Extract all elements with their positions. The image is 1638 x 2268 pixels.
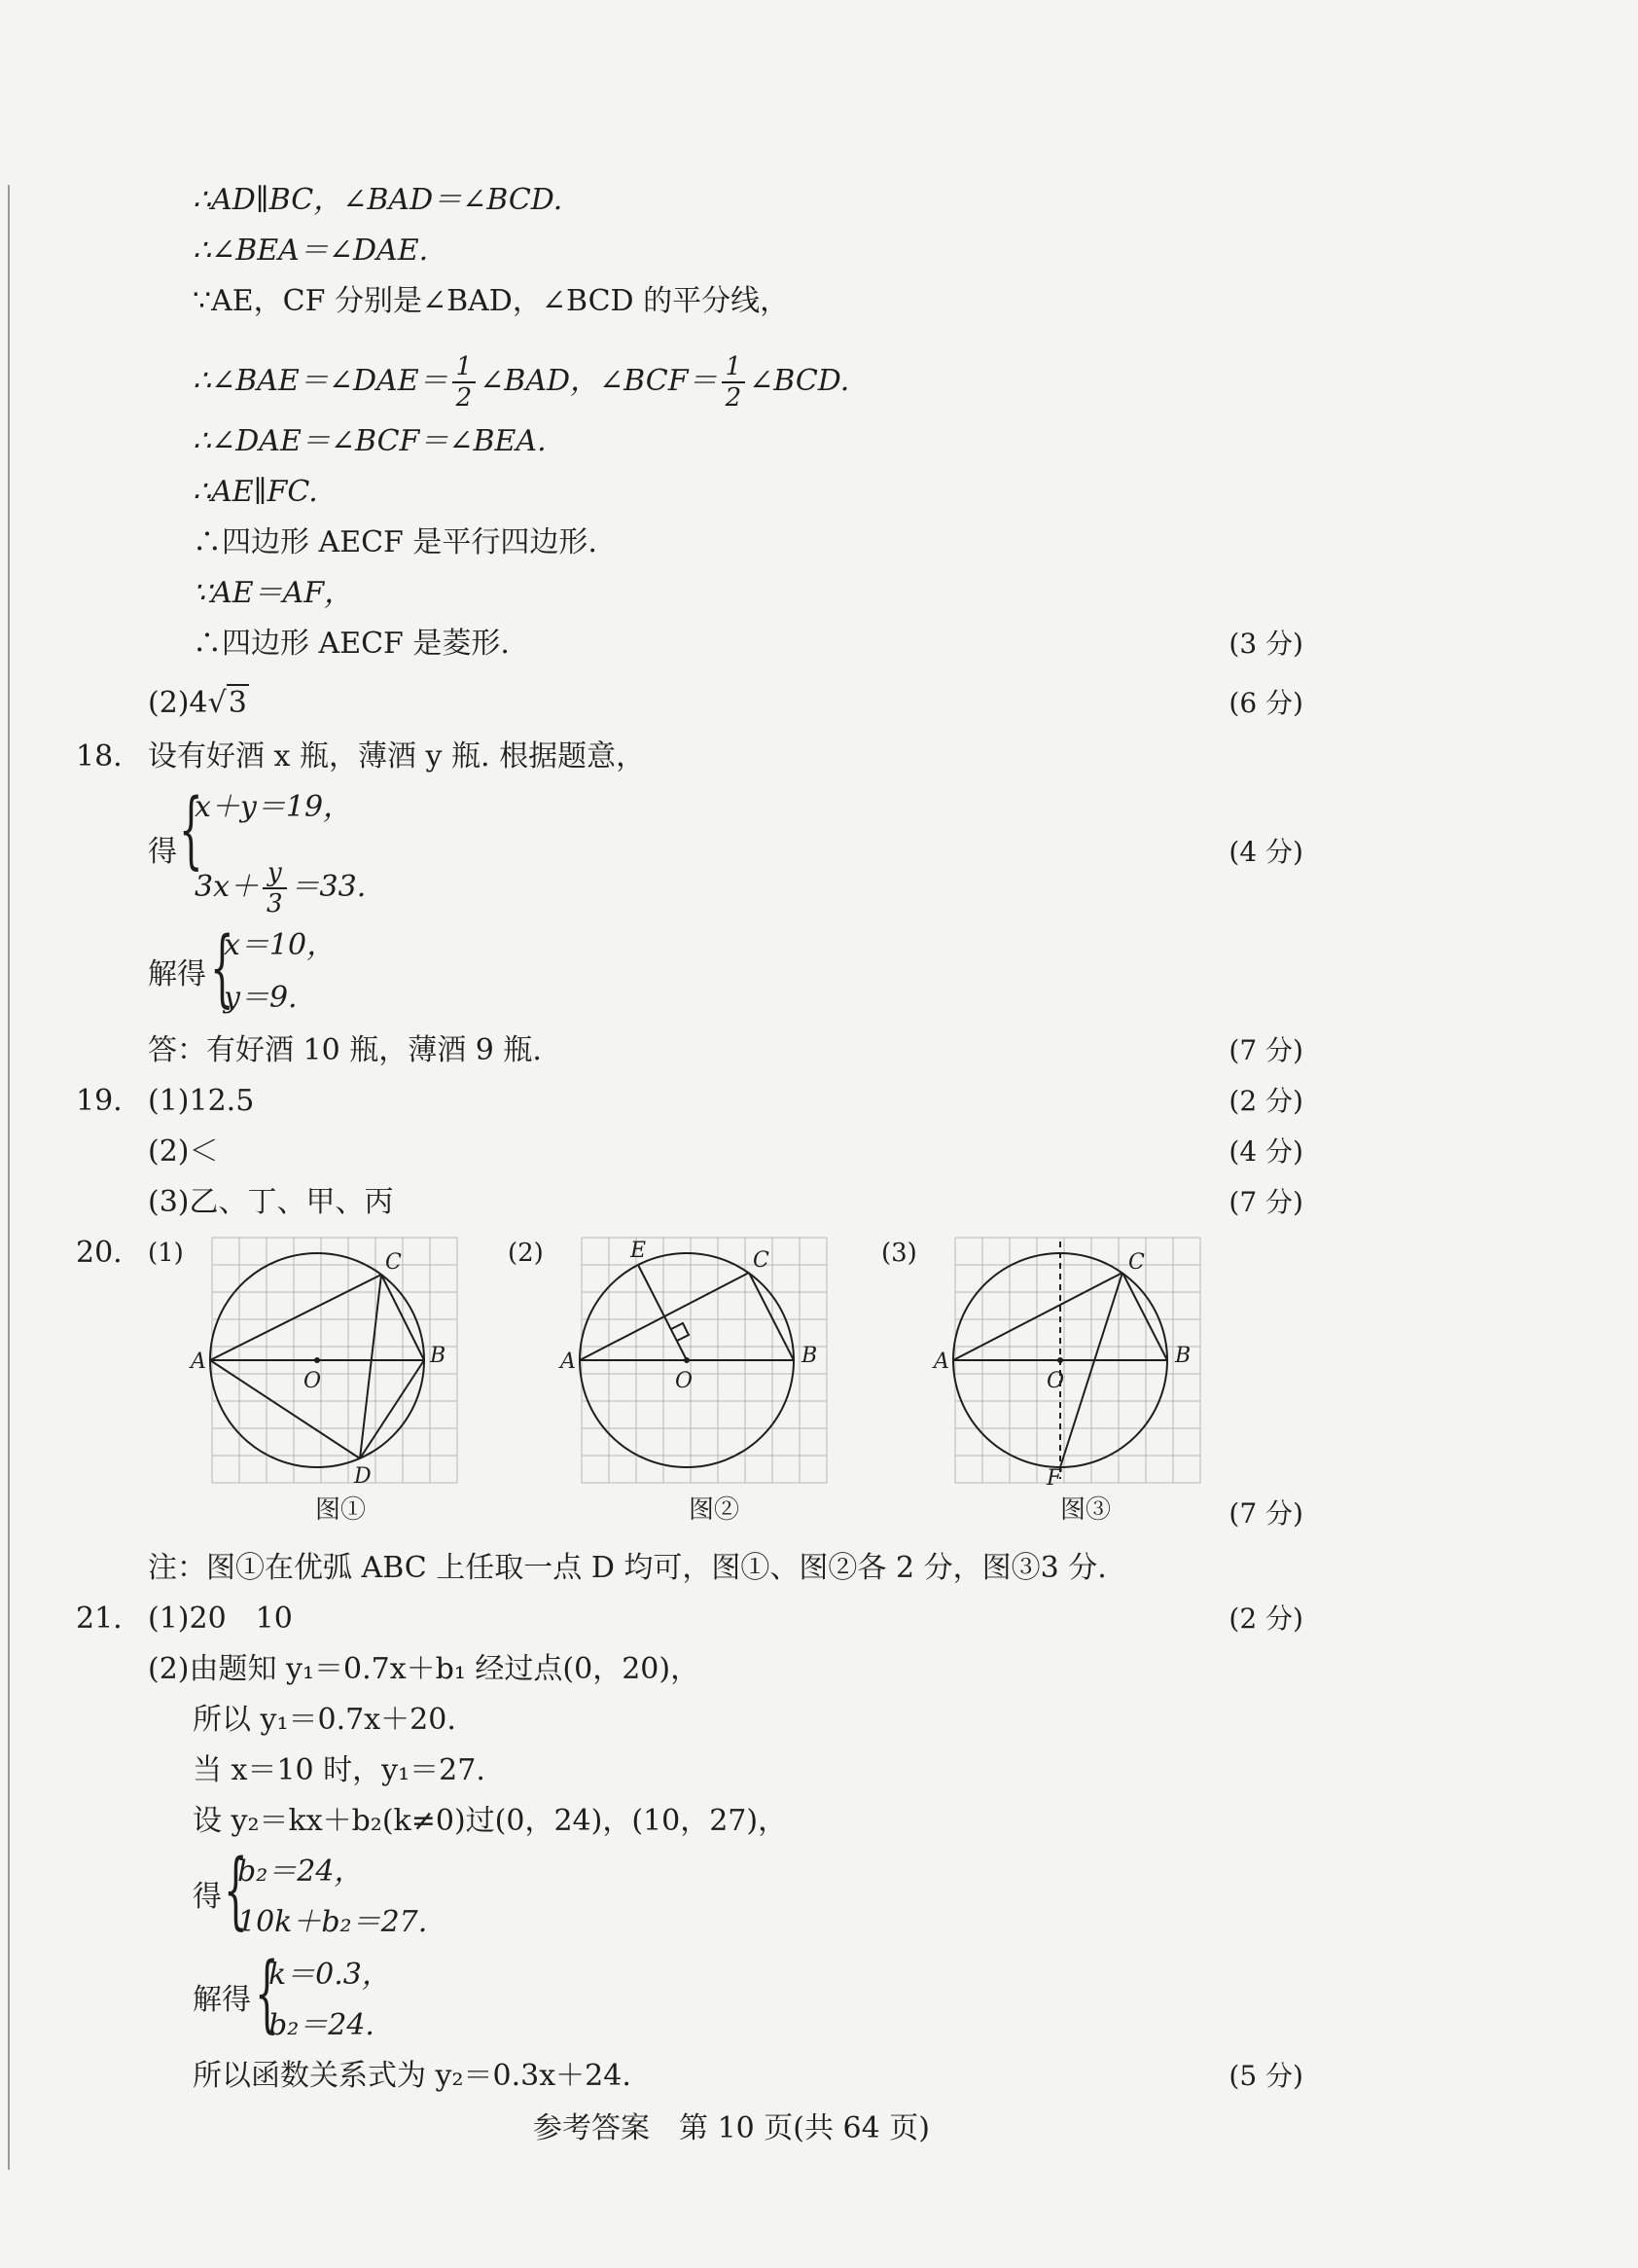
q21-line4: 设 y₂＝kx＋b₂(k≠0)过(0，24)，(10，27)， bbox=[193, 1804, 788, 1838]
q21-line2: 所以 y₁＝0.7x＋20. bbox=[193, 1703, 456, 1737]
label-o: O bbox=[303, 1369, 322, 1393]
label-c: C bbox=[1128, 1250, 1145, 1275]
q18-eq2 bbox=[195, 858, 366, 918]
segments bbox=[210, 1275, 424, 1458]
q21-score-2: (5 分) bbox=[1228, 2060, 1303, 2092]
fraction-denominator: 2 bbox=[455, 383, 473, 413]
q17-line-5: ∴∠DAE＝∠BCF＝∠BEA. bbox=[193, 424, 547, 458]
q21-final: 所以函数关系式为 y₂＝0.3x＋24. bbox=[193, 2059, 631, 2093]
figure-1 bbox=[191, 1228, 486, 1491]
q21-de: 得 bbox=[193, 1880, 222, 1914]
center-dot bbox=[684, 1357, 690, 1363]
segments bbox=[580, 1265, 794, 1360]
q17-part2: (2)4√3 bbox=[148, 686, 247, 720]
q21-eq2: 10k＋b₂＝27. bbox=[237, 1905, 428, 1939]
q18-intro: 设有好酒 x 瓶，薄酒 y 瓶. 根据题意， bbox=[148, 739, 646, 774]
fraction-numerator: 1 bbox=[452, 352, 477, 383]
label-c: C bbox=[753, 1248, 769, 1273]
q21-sol1: k＝0.3， bbox=[268, 1958, 391, 1992]
q17-line-4b: ∠BAD，∠BCF＝ bbox=[480, 364, 718, 398]
center-dot bbox=[314, 1357, 320, 1363]
q17-score-1: (3 分) bbox=[1228, 628, 1303, 660]
q18-eq2-left: 3x＋ bbox=[195, 870, 260, 904]
q19-score-3: (7 分) bbox=[1228, 1186, 1303, 1218]
q21-solve-brace: { bbox=[255, 1945, 279, 2042]
q18-score-1: (4 分) bbox=[1228, 836, 1303, 868]
q20-score: (7 分) bbox=[1228, 1497, 1303, 1530]
q18-solve: 解得 bbox=[148, 957, 206, 991]
q21-eq1: b₂＝24， bbox=[237, 1854, 364, 1889]
q21-sol2: b₂＝24. bbox=[268, 2008, 374, 2042]
label-b: B bbox=[801, 1344, 818, 1368]
q21-solve: 解得 bbox=[193, 1983, 251, 2017]
q17-line-6: ∴AE∥FC. bbox=[193, 475, 318, 509]
q19-score-2: (4 分) bbox=[1228, 1135, 1303, 1168]
fraction-denominator: 3 bbox=[267, 889, 283, 918]
q20-tag-3: (3) bbox=[881, 1239, 917, 1268]
q17-part2-root: 3 bbox=[228, 686, 247, 720]
q17-part2-prefix: (2)4 bbox=[148, 686, 208, 720]
q21-brace: { bbox=[224, 1842, 248, 1939]
fraction-numerator: y bbox=[263, 858, 287, 889]
q20-number: 20. bbox=[76, 1236, 123, 1270]
q18-brace: { bbox=[179, 781, 203, 879]
label-a: A bbox=[560, 1350, 576, 1374]
q17-line-4 bbox=[193, 352, 849, 413]
figure-1-caption: 图① bbox=[315, 1495, 367, 1525]
q17-line-9: ∴四边形 AECF 是菱形. bbox=[193, 627, 510, 661]
label-a: A bbox=[191, 1350, 206, 1374]
q17-line-4a: ∴∠BAE＝∠DAE＝ bbox=[193, 364, 448, 398]
q17-line-2: ∴∠BEA＝∠DAE. bbox=[193, 234, 429, 268]
label-b: B bbox=[1175, 1344, 1192, 1368]
label-c: C bbox=[385, 1250, 402, 1275]
q18-sol2: y＝9. bbox=[224, 981, 298, 1015]
q18-eq1: x＋y＝19， bbox=[195, 790, 353, 824]
half-fraction-2 bbox=[722, 352, 746, 413]
label-b: B bbox=[430, 1344, 446, 1368]
q18-eq2-right: ＝33. bbox=[290, 870, 367, 904]
q20-note: 注：图①在优弧 ABC 上任取一点 D 均可，图①、图②各 2 分，图③3 分. bbox=[148, 1551, 1107, 1585]
q21-part2-line1: (2)由题知 y₁＝0.7x＋b₁ 经过点(0，20)， bbox=[148, 1652, 700, 1686]
q18-solve-brace: { bbox=[210, 919, 234, 1017]
figure-2-caption: 图② bbox=[689, 1495, 740, 1525]
half-fraction-1 bbox=[452, 352, 477, 413]
q17-line-7: ∴四边形 AECF 是平行四边形. bbox=[193, 525, 597, 559]
q18-answer: 答：有好酒 10 瓶，薄酒 9 瓶. bbox=[148, 1033, 542, 1067]
q18-score-2: (7 分) bbox=[1228, 1034, 1303, 1066]
q20-tag-2: (2) bbox=[508, 1239, 544, 1268]
figure-3-caption: 图③ bbox=[1060, 1495, 1112, 1525]
q21-line3: 当 x＝10 时，y₁＝27. bbox=[193, 1753, 485, 1787]
binding-margin-line bbox=[8, 185, 10, 2170]
q18-fraction bbox=[263, 858, 287, 918]
q19-part1: (1)12.5 bbox=[148, 1084, 255, 1118]
q18-sol1: x＝10， bbox=[224, 928, 337, 962]
label-o: O bbox=[675, 1369, 694, 1393]
page-footer: 参考答案 第 10 页(共 64 页) bbox=[533, 2111, 930, 2145]
center-dot bbox=[1057, 1357, 1063, 1363]
q21-score-1: (2 分) bbox=[1228, 1602, 1303, 1635]
figure-2 bbox=[560, 1228, 856, 1491]
q21-number: 21. bbox=[76, 1602, 123, 1636]
q20-tag-1: (1) bbox=[148, 1239, 184, 1268]
q19-part2: (2)＜ bbox=[148, 1134, 219, 1169]
fraction-numerator: 1 bbox=[722, 352, 746, 383]
fraction-denominator: 2 bbox=[725, 383, 742, 413]
q21-part1: (1)20 10 bbox=[148, 1602, 293, 1636]
q19-part3: (3)乙、丁、甲、丙 bbox=[148, 1185, 394, 1219]
q17-line-4c: ∠BCD. bbox=[749, 364, 850, 398]
label-f: F bbox=[1047, 1466, 1062, 1491]
q19-number: 19. bbox=[76, 1084, 123, 1118]
q17-line-8: ∵AE＝AF， bbox=[193, 576, 354, 610]
label-o: O bbox=[1047, 1369, 1065, 1393]
q18-de: 得 bbox=[148, 835, 177, 869]
q17-score-2: (6 分) bbox=[1228, 687, 1303, 719]
q18-number: 18. bbox=[76, 739, 123, 774]
label-e: E bbox=[630, 1239, 647, 1263]
q19-score-1: (2 分) bbox=[1228, 1085, 1303, 1117]
label-a: A bbox=[934, 1350, 949, 1374]
figure-3 bbox=[934, 1228, 1229, 1491]
q17-line-1: ∴AD∥BC，∠BAD＝∠BCD. bbox=[193, 183, 563, 217]
label-d: D bbox=[354, 1464, 372, 1489]
q17-line-3: ∵AE，CF 分别是∠BAD，∠BCD 的平分线， bbox=[193, 284, 790, 318]
